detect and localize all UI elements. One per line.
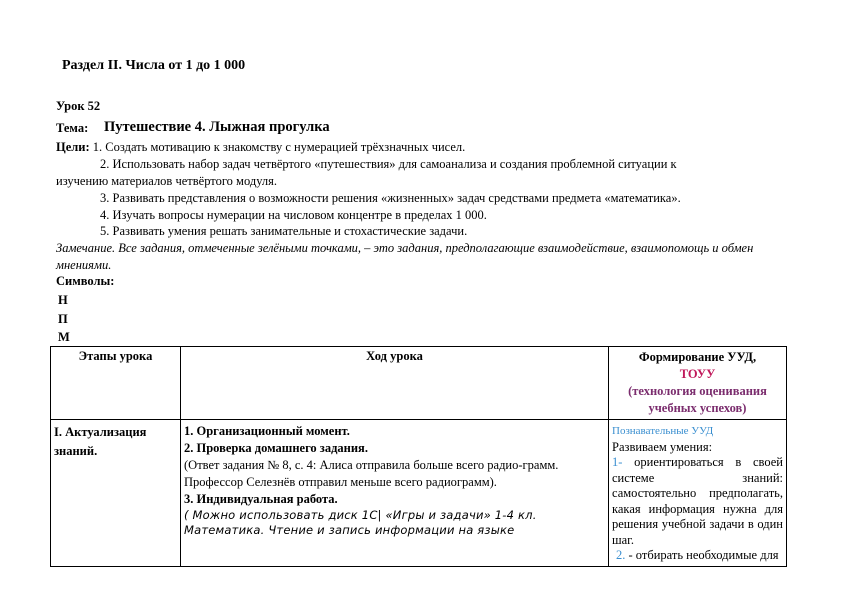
uud-item-2-text: - отбирать необходимые для [628, 548, 779, 562]
header-uud [609, 347, 787, 420]
goal-5: 5. Развивать умения решать занимательные и стохастические задачи. [100, 224, 468, 238]
symbols-label: Символы: [56, 274, 115, 288]
uud-title: Познавательные УУД [612, 425, 714, 437]
uud-item-2 [612, 548, 783, 564]
lesson-number: Урок 52 [56, 99, 101, 113]
step-org-moment: 1. Организационный момент. [184, 424, 350, 438]
header-course: Ход урока [181, 347, 609, 420]
header-stages: Этапы урока [51, 347, 181, 420]
uud-intro: Развиваем умения: [612, 439, 713, 454]
stage-cell: I. Актуализация знаний. [51, 420, 181, 567]
homework-answer: (Ответ задания № 8, с. 4: Алиса отправила больше всего радио-грамм. Профессор Селезнёв отправил меньше всего радиограмм). [184, 458, 559, 489]
lesson-table [50, 346, 787, 567]
header-uud-line1: Формирование УУД, [638, 350, 757, 364]
course-cell [181, 420, 609, 567]
section-title: Раздел II. Числа от 1 до 1 000 [62, 58, 246, 73]
symbol-p: П [58, 312, 68, 326]
table-row [51, 420, 787, 567]
uud-item-1-num: 1- [612, 455, 623, 469]
goal-2: 2. Использовать набор задач четвёртого «путешествия» для самоанализа и создания проблемной ситуации к [100, 157, 677, 171]
step-homework-check: 2. Проверка домашнего задания. [184, 441, 368, 455]
step-individual-work: 3. Индивидуальная работа. [184, 492, 338, 506]
uud-cell [609, 420, 787, 567]
goal-4: 4. Изучать вопросы нумерации на числовом концентре в пределах 1 000. [100, 208, 487, 222]
goal-3: 3. Развивать представления о возможности решения «жизненных» задач средствами предмета «математика». [100, 191, 681, 205]
symbol-n: Н [58, 293, 68, 307]
topic-title: Путешествие 4. Лыжная прогулка [104, 119, 330, 135]
uud-item-1-text: ориентироваться в своей системе знаний: самостоятельно предполагать, какая информация нужна для решения учебной задачи в один шаг. [612, 455, 783, 547]
goals-label: Цели: [56, 140, 90, 154]
topic-label: Тема: [56, 121, 89, 135]
goal-1: 1. Создать мотивацию к знакомству с нумерацией трёхзначных чисел. [92, 140, 466, 154]
table-header-row [51, 347, 787, 420]
header-uud-touu: ТОУУ [679, 367, 716, 381]
goal-line-1 [56, 139, 465, 155]
remark: Замечание. Все задания, отмеченные зелёными точками, – это задания, предполагающие взаимодействие, взаимопомощь и обмен мнениями. [56, 241, 754, 272]
disk-note: ( Можно использовать диск 1С| «Игры и задачи» 1-4 кл. Математика. Чтение и запись информации на языке [184, 508, 537, 537]
uud-item-1 [612, 455, 783, 548]
header-uud-tech: (технология оценивания учебных успехов) [628, 384, 767, 415]
goal-2-cont: изучению материалов четвёртого модуля. [56, 174, 278, 188]
uud-item-2-num: 2. [616, 548, 626, 562]
symbol-m: М [58, 330, 70, 344]
